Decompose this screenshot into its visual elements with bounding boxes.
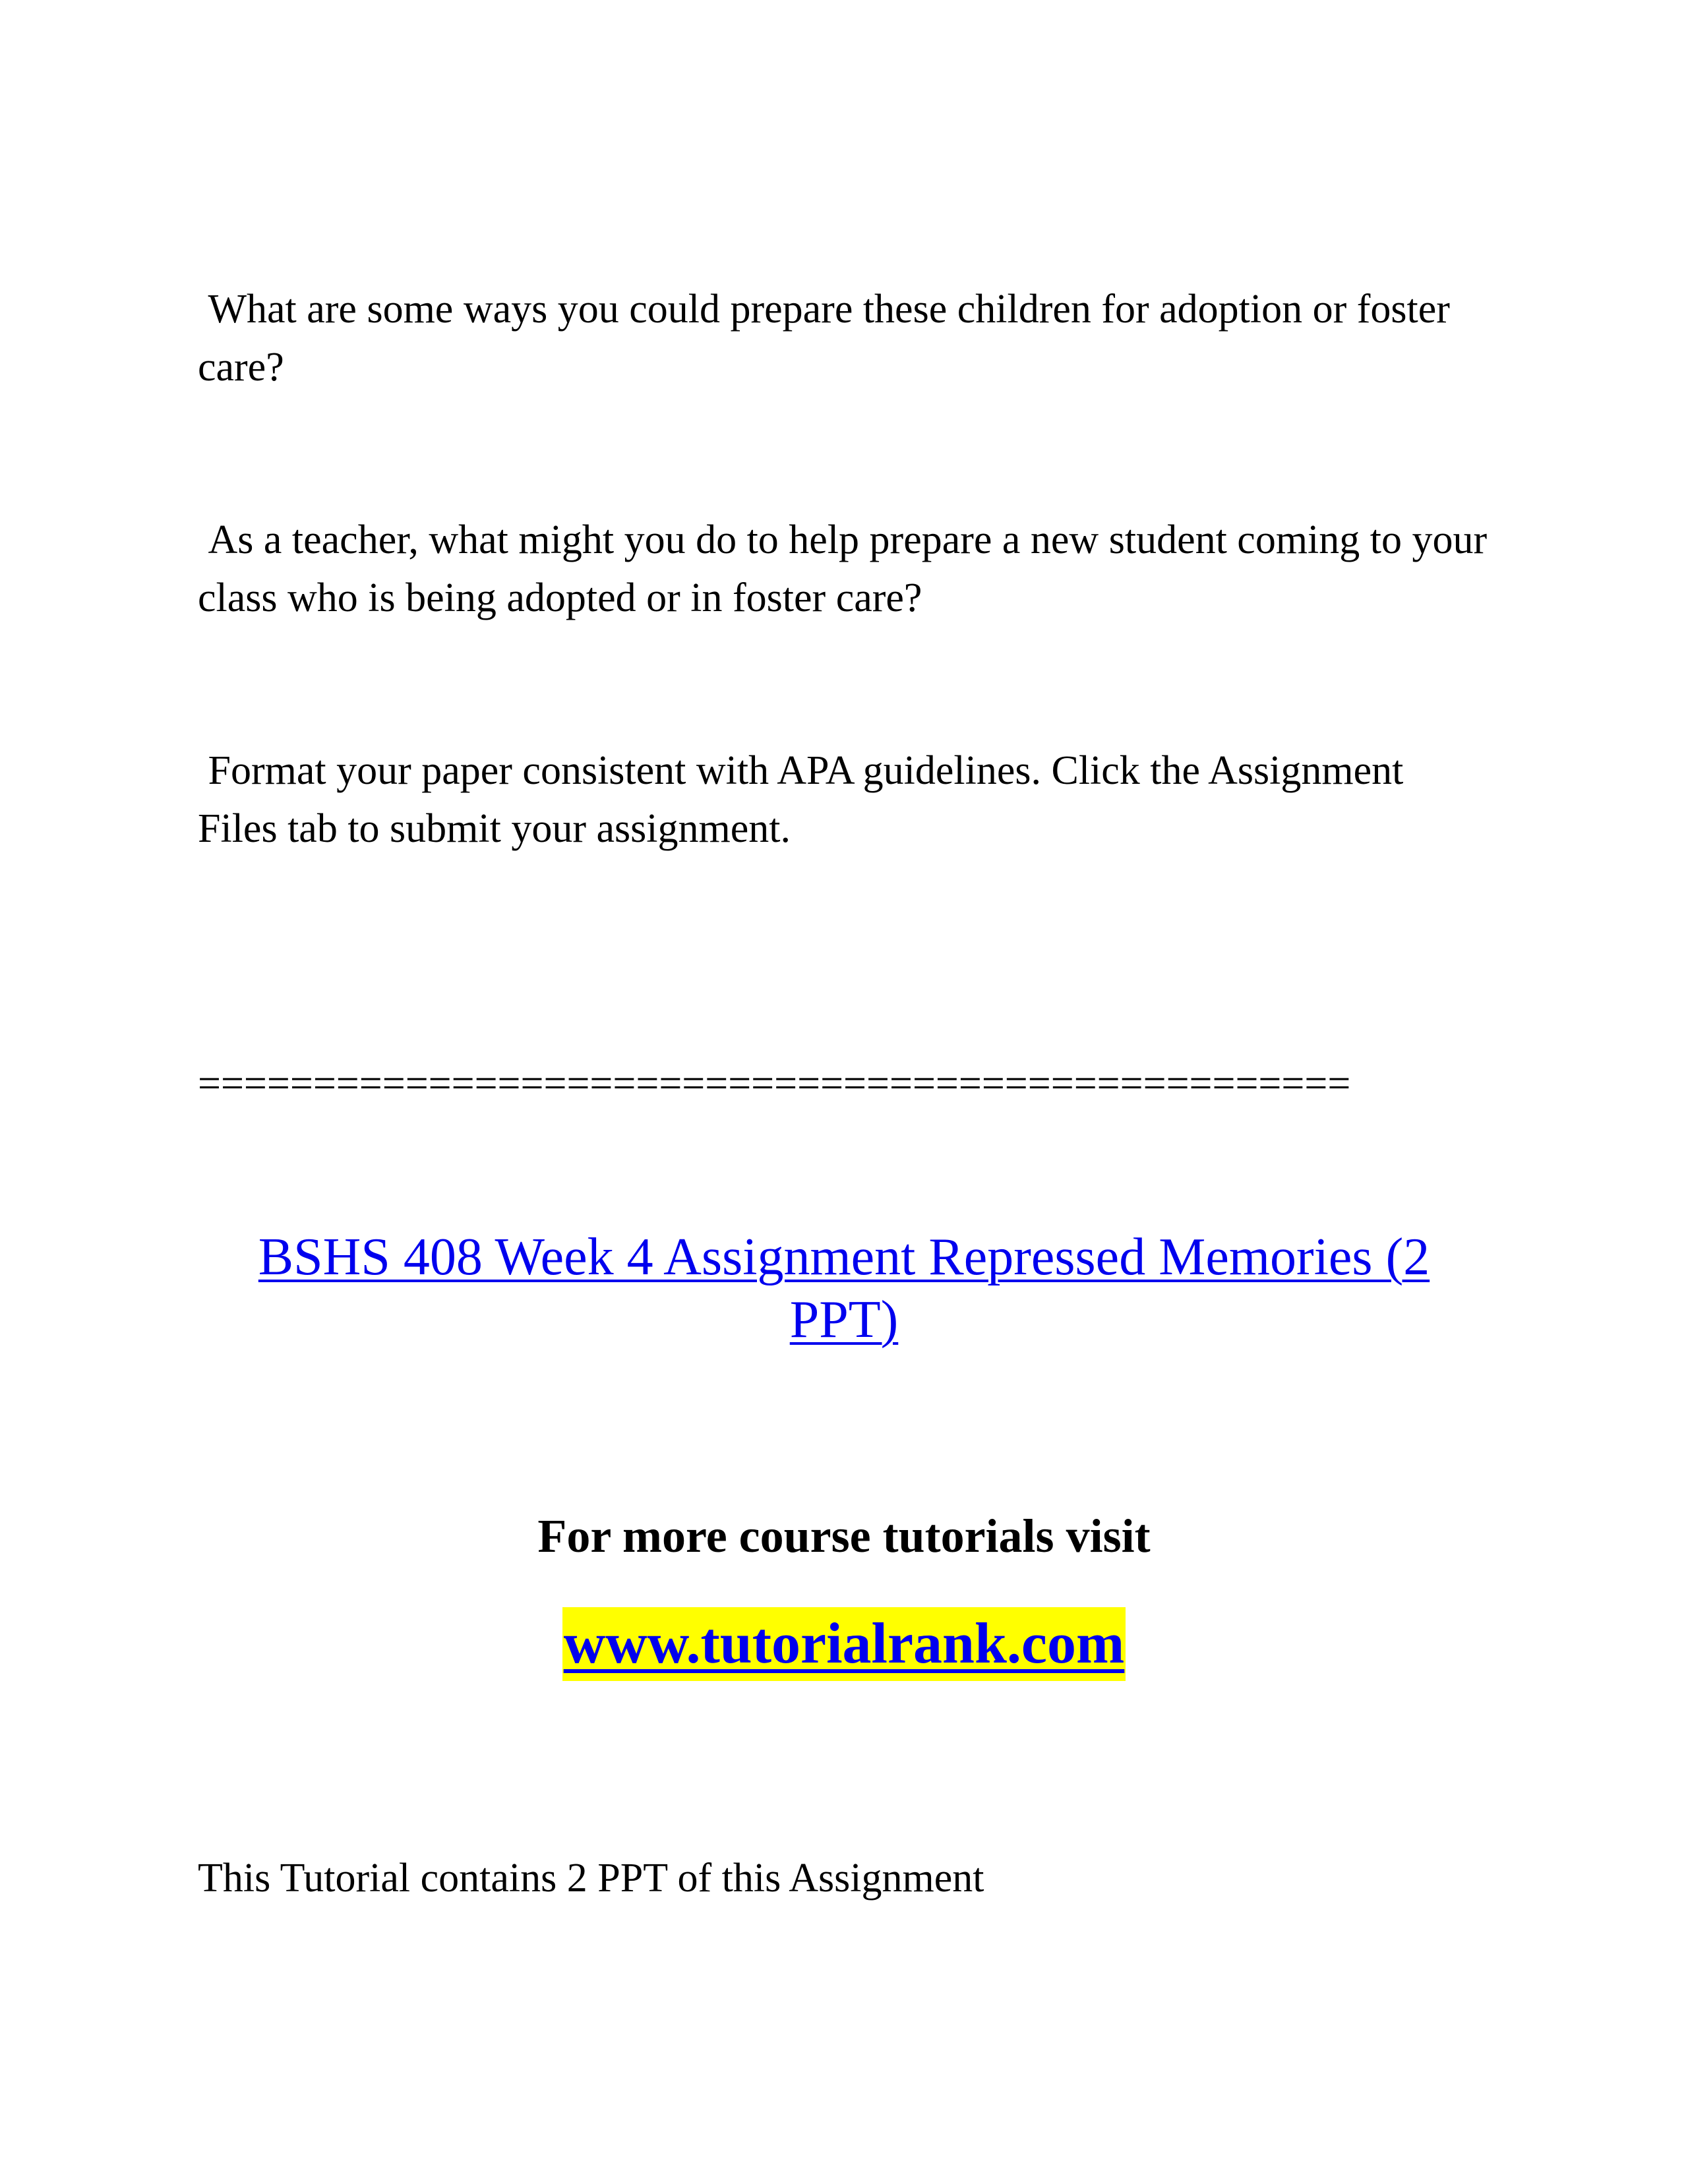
tutorialrank-site-link[interactable]: www.tutorialrank.com bbox=[562, 1607, 1126, 1681]
site-link-container bbox=[198, 1607, 1490, 1681]
assignment-title-link[interactable]: BSHS 408 Week 4 Assignment Repressed Memories (2 PPT) bbox=[258, 1228, 1430, 1349]
tutorial-contents-note: This Tutorial contains 2 PPT of this Assignment bbox=[198, 1856, 984, 1901]
visit-prompt: For more course tutorials visit bbox=[537, 1510, 1151, 1562]
question-paragraph-1: What are some ways you could prepare these children for adoption or foster care? bbox=[198, 287, 1461, 390]
assignment-title-container bbox=[198, 1226, 1490, 1351]
format-instructions-paragraph: Format your paper consistent with APA guidelines. Click the Assignment Files tab to submit your assignment. bbox=[198, 748, 1414, 851]
question-paragraph-2: As a teacher, what might you do to help prepare a new student coming to your class who is being adopted or in foster care? bbox=[198, 517, 1497, 620]
divider-line: ================================================== bbox=[198, 1061, 1351, 1106]
